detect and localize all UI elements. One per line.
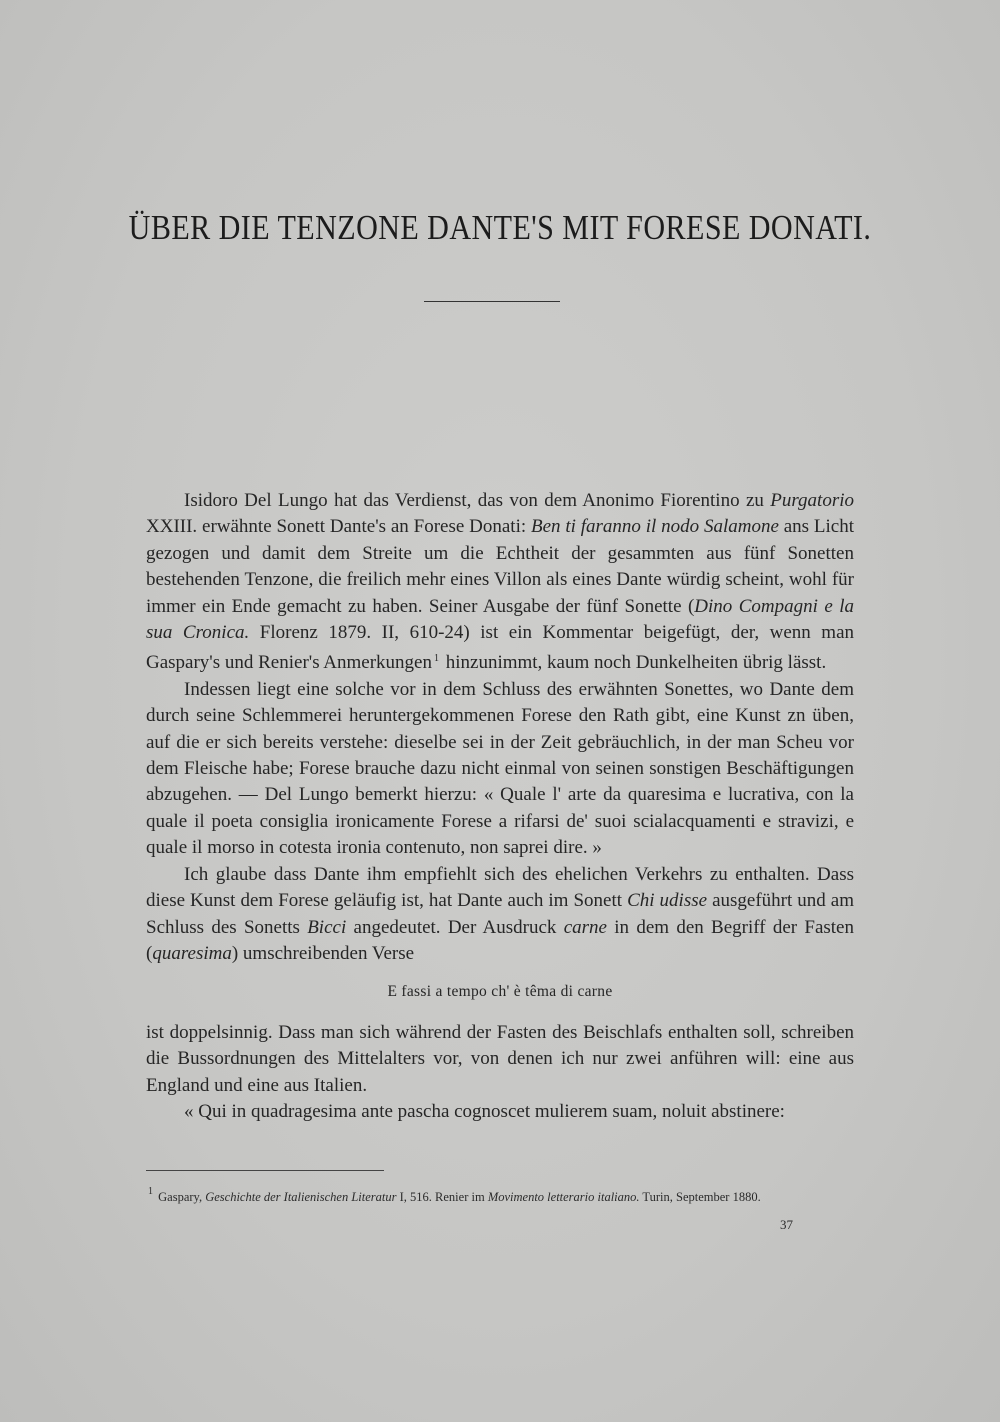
- paragraph-5: « Qui in quadragesima ante pascha cognoscet mulierem suam, noluit abstinere:: [184, 1100, 785, 1122]
- article-title: ÜBER DIE TENZONE DANTE'S MIT FORESE DONATI.: [128, 208, 872, 247]
- text-run: Isidoro Del Lungo hat das Verdienst, das von dem Anonimo Fiorentino zu: [184, 490, 771, 511]
- italic-run: Ben ti faranno il nodo Salamone: [530, 516, 779, 538]
- text-run: ans Licht gezogen und damit dem Streite um die Echtheit der gesammten aus fünf Sonetten bestehenden Tenzone, die freilich mehr eines Villon als eines Dante würdig scheint, wohl für immer ein Ende gemacht zu haben. Seiner Ausgabe der fünf Sonette (: [146, 516, 854, 617]
- text-run: ) umschreibenden Verse: [231, 942, 415, 964]
- text-run: angedeutet. Der Ausdruck: [346, 916, 564, 938]
- italic-run: Movimento letterario italiano.: [487, 1190, 640, 1204]
- paragraph-1: [146, 488, 854, 677]
- text-run: I, 516. Renier im: [396, 1190, 488, 1204]
- paragraph-4: ist doppelsinnig. Dass man sich während der Fasten des Beischlafs enthalten soll, schreiben die Bussordnungen des Mittelalters vor, von denen ich nur zwei anführen will: eine aus England und eine aus Italien.: [146, 1021, 854, 1096]
- text-run: in dem den Begriff der Fasten (: [146, 916, 854, 964]
- text-run: hinzunimmt, kaum noch Dunkelheiten übrig lässt.: [440, 652, 827, 674]
- italic-run: carne: [563, 916, 607, 938]
- italic-run: Chi udisse: [627, 890, 708, 912]
- body-text: [146, 488, 854, 1125]
- paragraph-2: Indessen liegt eine solche vor in dem Schluss des erwähnten Sonettes, wo Dante dem durch seine Schlemmerei heruntergekommenen Forese den Rath gibt, eine Kunst zn üben, auf die er sich bereits verstehe: dieselbe sei in der Zeit gebräuchlich, in der man Scheu vor dem Fleische habe; Forese brauche dazu nicht einmal von seinen sonstigen Beschäftigungen abzugehen. — Del Lungo bemerkt hierzu: « Quale l' arte da quaresima e lucrativa, con la quale il poeta consiglia ironicamente Forese a rifarsi de' suoi scialacquamenti e stravizi, e quale il morso in cotesta ironia contenuto, non saprei dire. »: [146, 678, 854, 859]
- text-run: XXIII. erwähnte Sonett Dante's an Forese Donati:: [146, 516, 531, 538]
- text-run: Florenz 1879. II, 610-24) ist ein Kommentar beigefügt, der, wenn man Gaspary's und Renier's Anmerkungen: [146, 622, 855, 674]
- text-run: Ich glaube dass Dante ihm empfiehlt sich des ehelichen Verkehrs zu enthalten. Dass diese Kunst dem Forese geläufig ist, hat Dante auch im Sonett: [146, 863, 854, 912]
- title-divider: [424, 301, 560, 302]
- footnote-marker: 1: [433, 653, 439, 665]
- italic-run: Bicci: [307, 916, 347, 938]
- italic-run: Geschichte der Italienischen Literatur: [205, 1190, 397, 1204]
- page-number: 37: [780, 1217, 793, 1232]
- italic-run: quaresima: [152, 942, 232, 964]
- text-run: Gaspary,: [155, 1190, 206, 1204]
- italic-run: Dino Compagni e la sua Cronica.: [146, 595, 854, 644]
- text-run: Turin, September 1880.: [639, 1190, 761, 1204]
- text-run: ausgeführt und am Schluss des Sonetts: [146, 890, 855, 938]
- verse-quote: E fassi a tempo ch' è têma di carne: [387, 983, 613, 1001]
- footnote-marker: 1: [148, 1186, 153, 1197]
- italic-run: Purgatorio: [770, 490, 854, 511]
- footnote-divider: [146, 1170, 384, 1171]
- footnote: [146, 1181, 854, 1208]
- paragraph-3: [146, 862, 854, 968]
